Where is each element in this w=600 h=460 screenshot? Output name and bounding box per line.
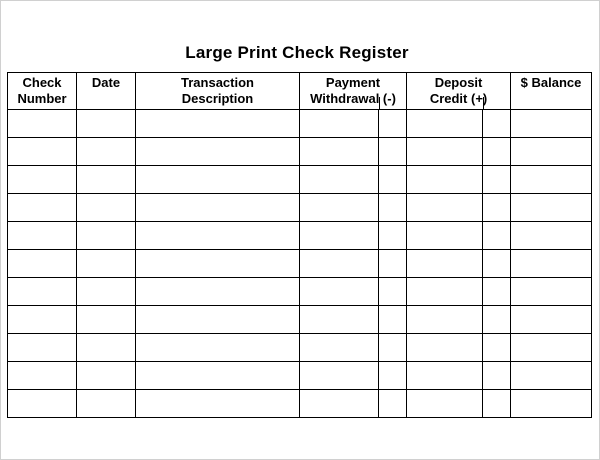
check-number-cell[interactable] bbox=[8, 390, 77, 418]
header-check-number: Check Number bbox=[8, 73, 77, 110]
table-row bbox=[8, 278, 592, 306]
table-row bbox=[8, 138, 592, 166]
balance-cell[interactable] bbox=[511, 138, 592, 166]
cents-divider bbox=[483, 97, 484, 109]
description-cell[interactable] bbox=[136, 334, 300, 362]
payment-cents-cell[interactable] bbox=[379, 306, 407, 334]
check-number-cell[interactable] bbox=[8, 194, 77, 222]
payment-cell[interactable] bbox=[300, 222, 379, 250]
deposit-cents-cell[interactable] bbox=[483, 306, 511, 334]
description-cell[interactable] bbox=[136, 194, 300, 222]
deposit-cell[interactable] bbox=[407, 390, 483, 418]
balance-cell[interactable] bbox=[511, 166, 592, 194]
payment-cell[interactable] bbox=[300, 334, 379, 362]
header-row bbox=[8, 73, 592, 110]
description-cell[interactable] bbox=[136, 278, 300, 306]
payment-cell[interactable] bbox=[300, 278, 379, 306]
deposit-cents-cell[interactable] bbox=[483, 166, 511, 194]
table-row bbox=[8, 194, 592, 222]
description-cell[interactable] bbox=[136, 306, 300, 334]
payment-cents-cell[interactable] bbox=[379, 250, 407, 278]
description-cell[interactable] bbox=[136, 390, 300, 418]
check-number-cell[interactable] bbox=[8, 138, 77, 166]
header-balance: $ Balance bbox=[511, 73, 592, 110]
check-number-cell[interactable] bbox=[8, 250, 77, 278]
deposit-cell[interactable] bbox=[407, 222, 483, 250]
cents-divider bbox=[379, 97, 380, 109]
deposit-cents-cell[interactable] bbox=[483, 278, 511, 306]
deposit-cell[interactable] bbox=[407, 278, 483, 306]
payment-cell[interactable] bbox=[300, 250, 379, 278]
deposit-cents-cell[interactable] bbox=[483, 222, 511, 250]
date-cell[interactable] bbox=[77, 278, 136, 306]
payment-cents-cell[interactable] bbox=[379, 390, 407, 418]
date-cell[interactable] bbox=[77, 166, 136, 194]
description-cell[interactable] bbox=[136, 362, 300, 390]
table-row bbox=[8, 334, 592, 362]
deposit-cell[interactable] bbox=[407, 194, 483, 222]
payment-cell[interactable] bbox=[300, 194, 379, 222]
balance-cell[interactable] bbox=[511, 390, 592, 418]
description-cell[interactable] bbox=[136, 138, 300, 166]
check-number-cell[interactable] bbox=[8, 278, 77, 306]
header-payment-withdrawal: Payment Withdrawal (-) bbox=[300, 73, 407, 110]
payment-cell[interactable] bbox=[300, 110, 379, 138]
header-date: Date bbox=[77, 73, 136, 110]
date-cell[interactable] bbox=[77, 222, 136, 250]
check-number-cell[interactable] bbox=[8, 166, 77, 194]
deposit-cell[interactable] bbox=[407, 166, 483, 194]
check-number-cell[interactable] bbox=[8, 222, 77, 250]
deposit-cents-cell[interactable] bbox=[483, 138, 511, 166]
date-cell[interactable] bbox=[77, 110, 136, 138]
payment-cell[interactable] bbox=[300, 362, 379, 390]
balance-cell[interactable] bbox=[511, 362, 592, 390]
date-cell[interactable] bbox=[77, 362, 136, 390]
date-cell[interactable] bbox=[77, 138, 136, 166]
deposit-cents-cell[interactable] bbox=[483, 194, 511, 222]
register-body bbox=[8, 110, 592, 418]
table-row bbox=[8, 250, 592, 278]
deposit-cell[interactable] bbox=[407, 138, 483, 166]
check-register-table bbox=[7, 72, 592, 418]
check-number-cell[interactable] bbox=[8, 334, 77, 362]
payment-cents-cell[interactable] bbox=[379, 166, 407, 194]
table-row bbox=[8, 362, 592, 390]
table-row bbox=[8, 390, 592, 418]
payment-cents-cell[interactable] bbox=[379, 110, 407, 138]
date-cell[interactable] bbox=[77, 390, 136, 418]
check-number-cell[interactable] bbox=[8, 306, 77, 334]
date-cell[interactable] bbox=[77, 250, 136, 278]
deposit-cell[interactable] bbox=[407, 362, 483, 390]
payment-cents-cell[interactable] bbox=[379, 138, 407, 166]
date-cell[interactable] bbox=[77, 306, 136, 334]
deposit-cell[interactable] bbox=[407, 306, 483, 334]
table-row bbox=[8, 222, 592, 250]
payment-cell[interactable] bbox=[300, 390, 379, 418]
balance-cell[interactable] bbox=[511, 278, 592, 306]
balance-cell[interactable] bbox=[511, 222, 592, 250]
balance-cell[interactable] bbox=[511, 306, 592, 334]
deposit-cents-cell[interactable] bbox=[483, 110, 511, 138]
check-number-cell[interactable] bbox=[8, 110, 77, 138]
balance-cell[interactable] bbox=[511, 194, 592, 222]
payment-cell[interactable] bbox=[300, 166, 379, 194]
payment-cents-cell[interactable] bbox=[379, 194, 407, 222]
payment-cents-cell[interactable] bbox=[379, 278, 407, 306]
deposit-cents-cell[interactable] bbox=[483, 334, 511, 362]
payment-cell[interactable] bbox=[300, 138, 379, 166]
table-row bbox=[8, 306, 592, 334]
balance-cell[interactable] bbox=[511, 110, 592, 138]
page-title: Large Print Check Register bbox=[185, 43, 409, 62]
description-cell[interactable] bbox=[136, 166, 300, 194]
description-cell[interactable] bbox=[136, 110, 300, 138]
deposit-cell[interactable] bbox=[407, 110, 483, 138]
payment-cents-cell[interactable] bbox=[379, 222, 407, 250]
deposit-cents-cell[interactable] bbox=[483, 250, 511, 278]
description-cell[interactable] bbox=[136, 222, 300, 250]
balance-cell[interactable] bbox=[511, 250, 592, 278]
payment-cell[interactable] bbox=[300, 306, 379, 334]
header-transaction-description: Transaction Description bbox=[136, 73, 300, 110]
check-number-cell[interactable] bbox=[8, 362, 77, 390]
header-deposit-credit: Deposit Credit (+) bbox=[407, 73, 511, 110]
date-cell[interactable] bbox=[77, 194, 136, 222]
date-cell[interactable] bbox=[77, 334, 136, 362]
deposit-cents-cell[interactable] bbox=[483, 390, 511, 418]
table-row bbox=[8, 110, 592, 138]
description-cell[interactable] bbox=[136, 250, 300, 278]
deposit-cell[interactable] bbox=[407, 334, 483, 362]
deposit-cell[interactable] bbox=[407, 250, 483, 278]
payment-cents-cell[interactable] bbox=[379, 362, 407, 390]
balance-cell[interactable] bbox=[511, 334, 592, 362]
table-row bbox=[8, 166, 592, 194]
payment-cents-cell[interactable] bbox=[379, 334, 407, 362]
deposit-cents-cell[interactable] bbox=[483, 362, 511, 390]
